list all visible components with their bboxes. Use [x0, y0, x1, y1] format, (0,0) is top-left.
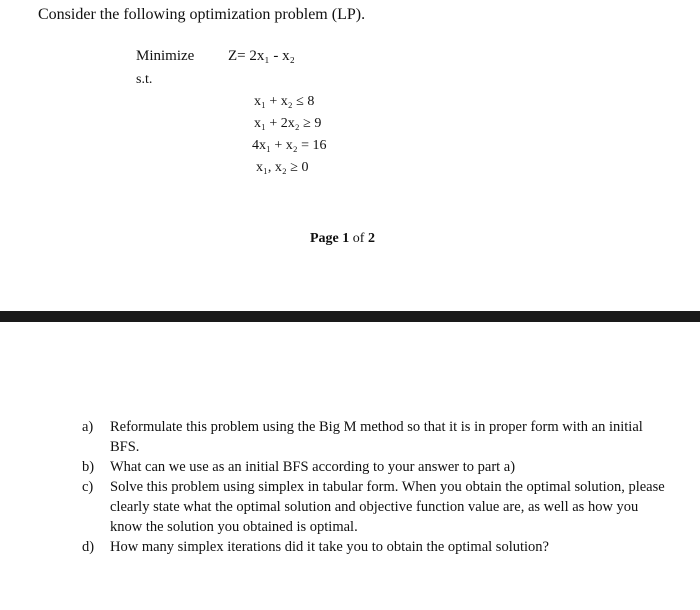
question-item — [82, 457, 667, 477]
page-divider — [0, 311, 700, 322]
objective-label: Minimize — [136, 48, 195, 64]
problem-statement-heading: Consider the following optimization problem (LP). — [38, 6, 366, 23]
question-item — [82, 477, 667, 537]
question-text: How many simplex iterations did it take you to obtain the optimal solution? — [110, 539, 549, 555]
nonnegativity-constraint: x₁, x₂ ≥ 0 — [256, 160, 309, 175]
question-item — [82, 537, 667, 557]
page-total: 2 — [367, 231, 375, 246]
page-prefix: Page — [310, 231, 343, 246]
page-current: 1 — [342, 231, 350, 246]
objective-function: Z= 2x₁ - x₂ — [228, 48, 295, 64]
page-middle: of — [349, 231, 368, 246]
question-letter: b) — [82, 459, 95, 475]
question-letter: c) — [82, 479, 94, 495]
page-indicator — [310, 231, 375, 247]
subject-to-label: s.t. — [136, 72, 153, 87]
constraint-1: x₁ + x₂ ≤ 8 — [254, 94, 315, 109]
question-letter: a) — [82, 419, 94, 435]
question-text: Reformulate this problem using the Big M method so that it is in proper form with an initial BFS. — [110, 419, 643, 455]
constraint-2: x₁ + 2x₂ ≥ 9 — [254, 116, 322, 131]
constraint-3: 4x₁ + x₂ = 16 — [252, 138, 327, 153]
question-list — [82, 417, 667, 557]
question-text: What can we use as an initial BFS according to your answer to part a) — [110, 459, 516, 475]
question-item — [82, 417, 667, 457]
question-text: Solve this problem using simplex in tabular form. When you obtain the optimal solution, please clearly state what the optimal solution and objective function value are, as well as how you know the solution you obtained is optimal. — [110, 479, 665, 535]
question-letter: d) — [82, 539, 95, 555]
